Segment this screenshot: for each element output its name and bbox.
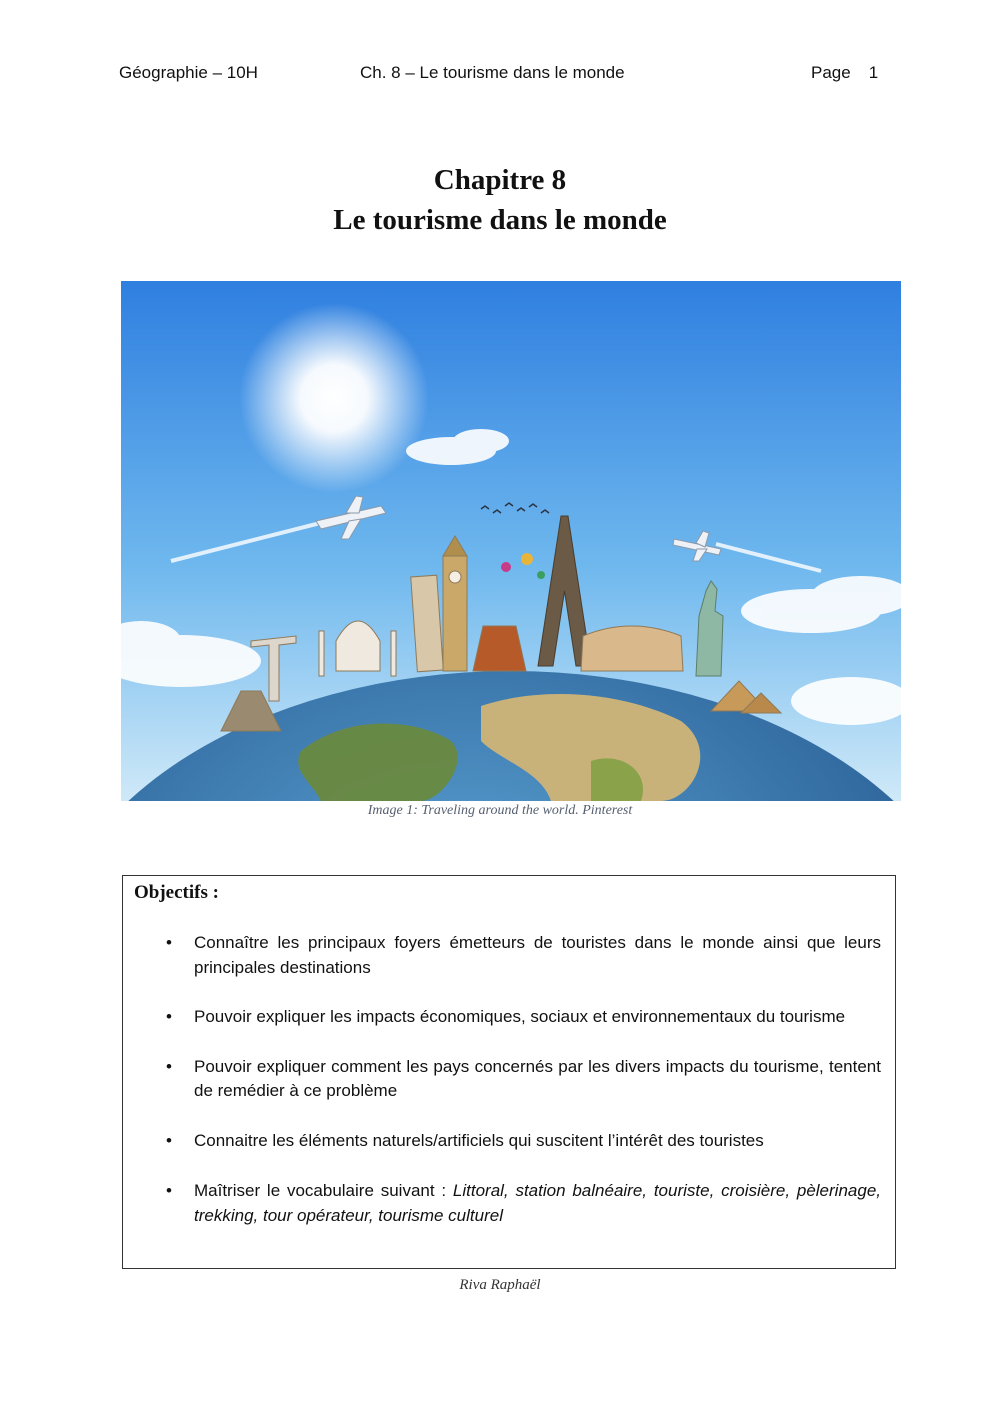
bullet-icon: • <box>166 1007 172 1026</box>
author-name: Riva Raphaël <box>459 1277 541 1293</box>
list-item <box>123 1129 895 1154</box>
page-label: Page <box>811 63 851 82</box>
bullet-icon: • <box>166 933 172 952</box>
bullet-icon: • <box>166 1130 172 1150</box>
chapter-title <box>0 160 1000 240</box>
bullet-icon: • <box>166 1056 172 1076</box>
page-header <box>0 60 1000 90</box>
header-chapter: Ch. 8 – Le tourisme dans le monde <box>360 63 625 82</box>
sun-icon <box>239 303 429 493</box>
header-page <box>811 63 878 83</box>
chapter-name: Le tourisme dans le monde <box>333 204 667 236</box>
objective-text: Connaître les principaux foyers émetteurs de touristes dans le monde ainsi que leurs principales destinations <box>194 933 881 977</box>
objectives-heading: Objectifs : <box>134 882 219 903</box>
list-item <box>123 1179 895 1228</box>
objective-text: Pouvoir expliquer comment les pays concernés par les divers impacts du tourisme, tentent de remédier à ce problème <box>194 1056 881 1100</box>
list-item <box>123 1055 895 1104</box>
list-item <box>123 931 895 980</box>
travel-illustration <box>121 281 901 801</box>
figure-caption: Image 1: Traveling around the world. Pinterest <box>367 803 633 818</box>
bullet-icon: • <box>166 1181 172 1200</box>
chapter-number: Chapitre 8 <box>433 164 567 196</box>
list-item <box>123 1005 895 1030</box>
page-number: 1 <box>868 63 879 82</box>
objective-text: Pouvoir expliquer les impacts économiques, sociaux et environnementaux du tourisme <box>194 1007 846 1026</box>
objectives-box <box>122 875 896 1269</box>
balloon-icon <box>501 562 511 572</box>
objective-text: Connaitre les éléments naturels/artificiels qui suscitent l’intérêt des touristes <box>194 1130 764 1150</box>
vocab-terms: Littoral, station balnéaire, touriste, croisière, pèlerinage, trekking, tour opérateur, tourisme culturel <box>194 1181 881 1225</box>
vocab-intro: Maîtriser le vocabulaire suivant : <box>194 1181 453 1200</box>
objectives-list <box>123 931 895 1253</box>
header-subject: Géographie – 10H <box>119 63 258 82</box>
balloon-icon <box>537 571 545 579</box>
balloon-icon <box>521 553 533 565</box>
